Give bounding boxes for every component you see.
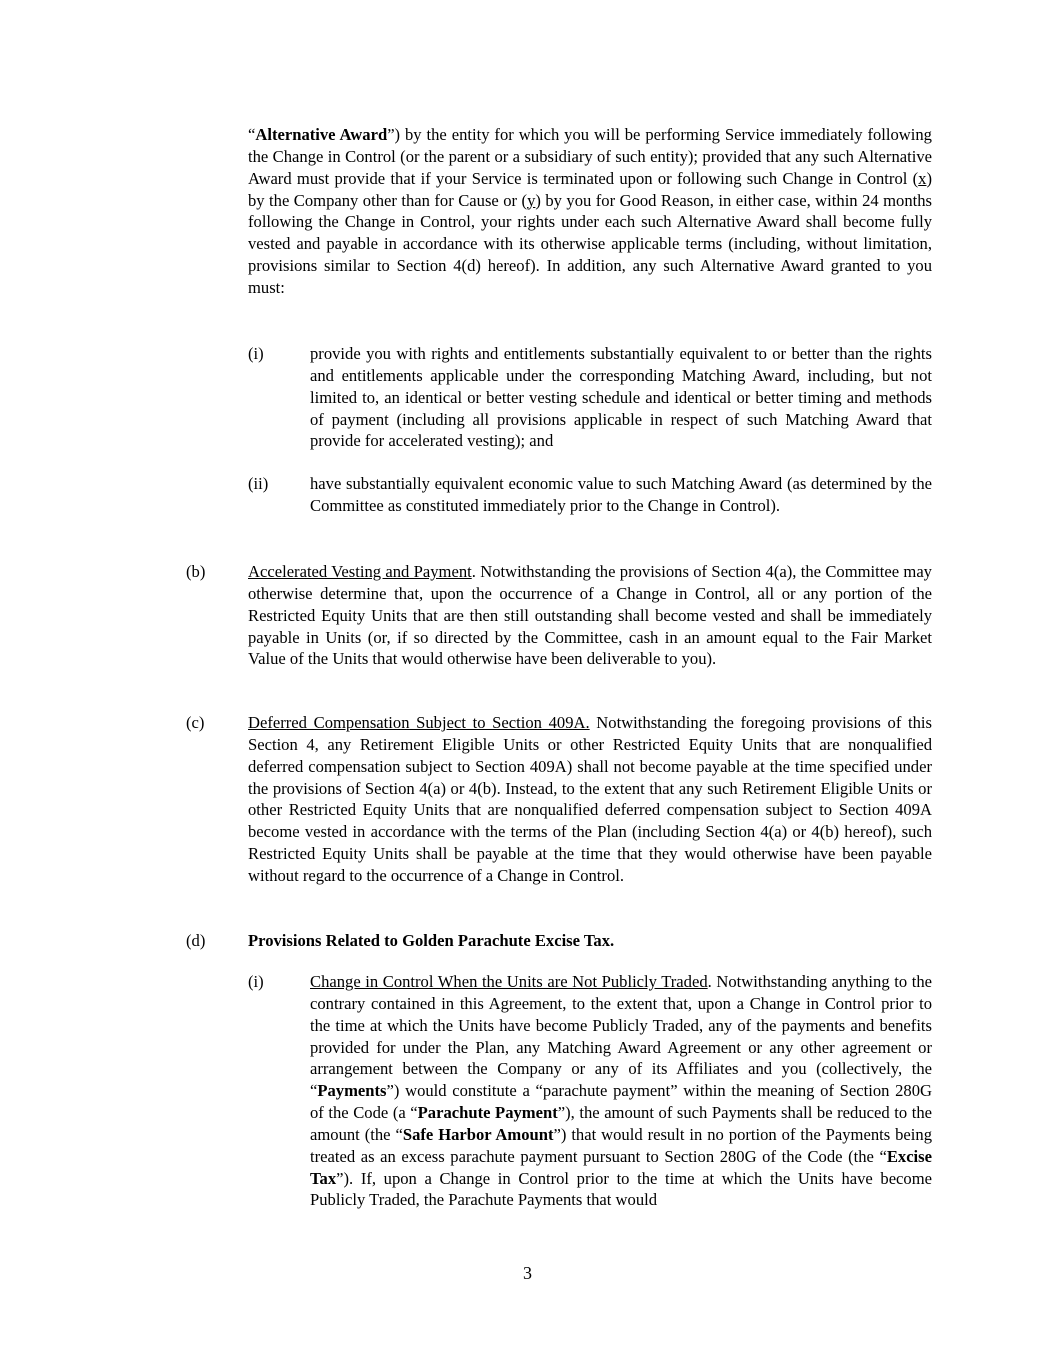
- intro-paragraph: [248, 124, 932, 299]
- intro-text-3: ) by you for Good Reason, in either case, within 24 months following the Change in Control, your rights under each such Alternative Award shall become fully vested and payable in accordance with its otherwise applicable terms (including, without limitation, provisions similar to Section 4(d) hereof). In addition, any such Alternative Award granted to you must:: [248, 190, 932, 297]
- sub-d-i-text-4: ”) that would result in no portion of the Payments being treated as an excess parachute payment pursuant to Section 280G of the Code (the “: [310, 1124, 932, 1166]
- term-alternative-award: Alternative Award: [255, 125, 388, 144]
- sub-d-i-text-2: ”) would constitute a “parachute payment” within the meaning of Section 280G of the Code (a “: [310, 1081, 932, 1123]
- section-d-heading: Provisions Related to Golden Parachute Excise Tax.: [248, 931, 615, 950]
- section-b-paragraph: [248, 561, 932, 670]
- sub-a-ii-label: (ii): [248, 474, 269, 493]
- sub-d-i-label: (i): [248, 972, 264, 991]
- term-safe-harbor-amount: Safe Harbor Amount: [402, 1124, 554, 1144]
- open-quote: “: [248, 125, 256, 144]
- clause-y: y: [527, 190, 536, 210]
- section-b-heading: Accelerated Vesting and Payment: [248, 562, 472, 581]
- page-number: 3: [523, 1263, 532, 1283]
- sub-a-i-text: provide you with rights and entitlements substantially equivalent to or better than the rights and entitlements applicable under the corresponding Matching Award, including, but not limited to, an identical or better vesting schedule and identical or better timing and methods of payment (including all provisions applicable in respect of such Matching Award that provide for accelerated vesting); and: [310, 344, 932, 451]
- section-b-label: (b): [186, 562, 206, 581]
- section-c-label: (c): [186, 713, 205, 732]
- clause-x: x: [918, 168, 927, 188]
- section-c-text: Notwithstanding the foregoing provisions of this Section 4, any Retirement Eligible Units or other Restricted Equity Units that are nonqualified deferred compensation subject to Section 409A) shall not become payable at the time specified under the provisions of Section 4(a) or 4(b). Instead, to the extent that any such Retirement Eligible Units or other Restricted Equity Units that are nonqualified deferred compensation subject to Section 409A become vested in accordance with the terms of the Plan (including Section 4(a) or 4(b) hereof), such Restricted Equity Units shall be payable at the time that they would otherwise have been payable without regard to the occurrence of a Change in Control.: [248, 713, 932, 885]
- sub-a-i-label: (i): [248, 344, 264, 363]
- term-parachute-payment: Parachute Payment: [417, 1103, 558, 1123]
- section-b-text: . Notwithstanding the provisions of Section 4(a), the Committee may otherwise determine that, upon the occurrence of a Change in Control, all or any portion of the Restricted Equity Units that are then still outstanding shall become vested and shall be immediately payable in Units (or, if so directed by the Committee, cash in an amount equal to the Fair Market Value of the Units that would otherwise have been deliverable to you).: [248, 562, 932, 669]
- sub-a-ii-text: have substantially equivalent economic value to such Matching Award (as determined by the Committee as constituted immediately prior to the Change in Control).: [310, 474, 932, 515]
- section-d-heading-row: [248, 930, 932, 952]
- sub-d-i-paragraph: [310, 971, 932, 1211]
- sub-d-i-heading: Change in Control When the Units are Not Publicly Traded: [310, 972, 708, 991]
- section-c-heading: Deferred Compensation Subject to Section 409A.: [248, 713, 590, 732]
- term-payments: Payments: [317, 1081, 387, 1101]
- sub-d-i-text-3: ”), the amount of such Payments shall be reduced to the amount (the “: [310, 1103, 932, 1144]
- sub-d-i-text-5: ”). If, upon a Change in Control prior to the time at which the Units have become Publicly Traded, the Parachute Payments that would: [310, 1168, 932, 1210]
- intro-text-2: ) by the Company other than for Cause or (: [248, 168, 932, 210]
- intro-text-1: ”) by the entity for which you will be performing Service immediately following the Change in Control (or the parent or a subsidiary of such entity); provided that any such Alternative Award must provide that if your Service is terminated upon or following such Change in Control (: [248, 125, 932, 188]
- section-c-paragraph: [248, 712, 932, 887]
- sub-d-i-text-1: . Notwithstanding anything to the contrary contained in this Agreement, to the extent that, upon a Change in Control prior to the time at which the Units have become Publicly Traded, any of the payments and benefits provided for under the Plan, any Matching Award Agreement or any other agreement or arrangement between the Company or any of its Affiliates and you (collectively, the “: [310, 972, 932, 1101]
- section-d-label: (d): [186, 931, 206, 950]
- term-excise-tax: Excise Tax: [310, 1146, 932, 1188]
